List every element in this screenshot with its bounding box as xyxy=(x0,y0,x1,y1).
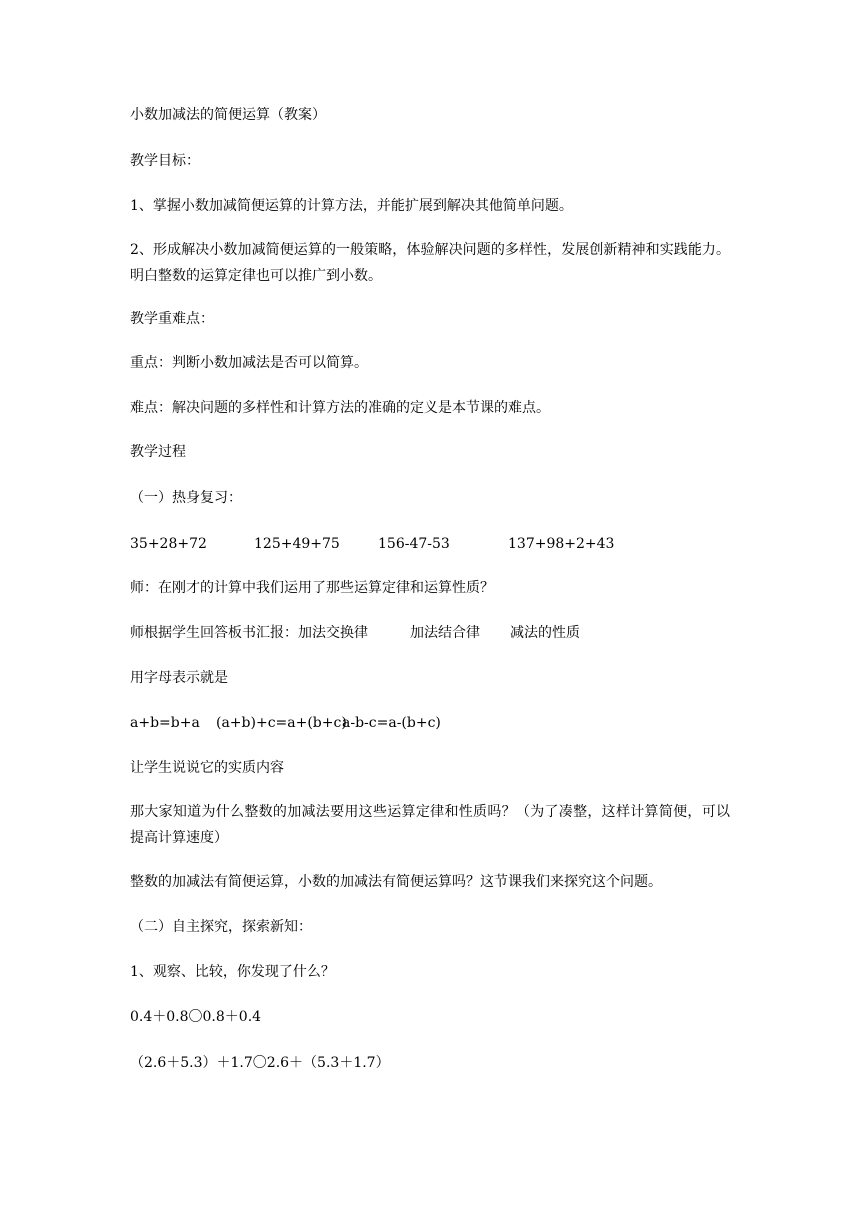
letters-lead: 用字母表示就是 xyxy=(130,670,228,686)
objective-1: 1、掌握小数加减简便运算的计算方法，并能扩展到解决其他简单问题。 xyxy=(130,198,573,214)
why-question: 那大家知道为什么整数的加减法要用这些运算定律和性质吗？（为了凑整，这样计算简便，可以提高计算速度） xyxy=(130,804,730,846)
section-2-heading: （二）自主探究，探索新知： xyxy=(130,919,312,935)
warmup-exercise: 137+98+2+43 xyxy=(508,536,615,552)
formula: a-b-c=a-(b+c) xyxy=(342,715,441,731)
document-title: 小数加减法的简便运算（教案） xyxy=(130,107,326,123)
board-summary-item: 加法结合律 xyxy=(410,625,480,641)
formula: a+b=b+a xyxy=(130,715,200,731)
warmup-exercise: 125+49+75 xyxy=(254,536,340,552)
process-heading: 教学过程 xyxy=(130,444,186,460)
transition-text: 整数的加减法有简便运算，小数的加减法有简便运算吗？这节课我们来探究这个问题。 xyxy=(130,874,662,890)
objective-2: 2、形成解决小数加减简便运算的一般策略，体验解决问题的多样性，发展创新精神和实践能力。明白整数的运算定律也可以推广到小数。 xyxy=(130,242,730,284)
section-1-heading: （一）热身复习： xyxy=(130,490,242,506)
board-summary-lead: 师根据学生回答板书汇报：加法交换律 xyxy=(130,625,368,641)
observe-prompt: 1、观察、比较，你发现了什么？ xyxy=(130,964,335,980)
difficult-point: 难点：解决问题的多样性和计算方法的准确的定义是本节课的难点。 xyxy=(130,400,550,416)
warmup-exercise: 156-47-53 xyxy=(378,536,450,552)
compare-expression-2: （2.6＋5.3）＋1.7〇2.6＋（5.3＋1.7） xyxy=(130,1055,390,1071)
key-points-heading: 教学重难点： xyxy=(130,311,214,327)
formula: (a+b)+c=a+(b+c) xyxy=(216,715,347,731)
compare-expression-1: 0.4＋0.8〇0.8＋0.4 xyxy=(130,1009,262,1025)
key-point: 重点：判断小数加减法是否可以简算。 xyxy=(130,355,368,371)
objectives-heading: 教学目标： xyxy=(130,153,200,169)
warmup-exercise: 35+28+72 xyxy=(130,536,207,552)
essence-prompt: 让学生说说它的实质内容 xyxy=(130,760,284,776)
board-summary-item: 减法的性质 xyxy=(510,625,580,641)
teacher-question: 师：在刚才的计算中我们运用了那些运算定律和运算性质？ xyxy=(130,580,494,596)
